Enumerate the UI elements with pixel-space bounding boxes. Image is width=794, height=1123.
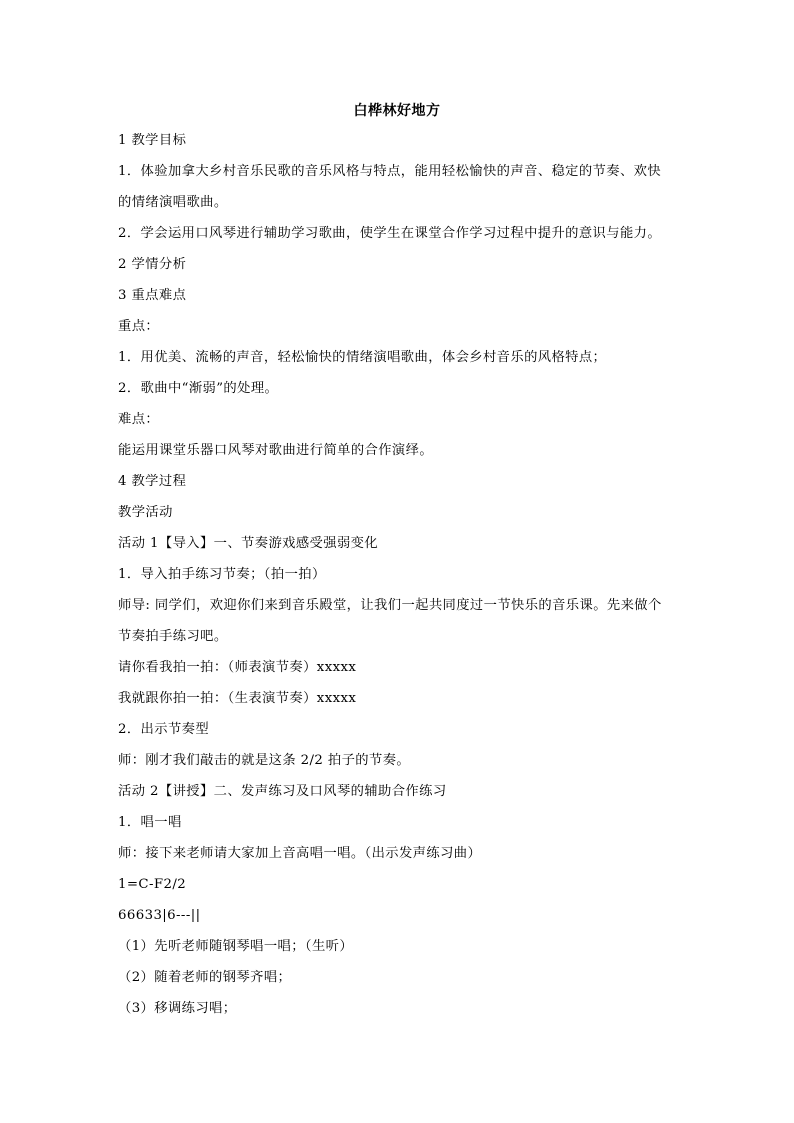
- document-title: 白桦林好地方: [353, 103, 441, 119]
- activities-label: 教学活动: [118, 505, 173, 520]
- rhythm-teacher: 请你看我拍一拍：（师表演节奏）xxxxx: [118, 660, 357, 675]
- rhythm-student: 我就跟你拍一拍：（生表演节奏）xxxxx: [118, 691, 357, 706]
- notation: 66633|6---||: [118, 908, 201, 923]
- teacher-vocal-intro: 师：接下来老师请大家加上音高唱一唱。（出示发声练习曲）: [118, 846, 482, 861]
- section-heading-objectives: 1 教学目标: [118, 133, 187, 148]
- document-body: [118, 131, 688, 1030]
- teacher-rhythm-note: 师：刚才我们敲击的就是这条 2/2 拍子的节奏。: [118, 753, 411, 768]
- key-points-label: 重点：: [118, 319, 160, 334]
- activity-1-step-1: 1．导入拍手练习节奏；（拍一拍）: [118, 567, 326, 582]
- key-point-2: 2．歌曲中“渐弱”的处理。: [118, 381, 279, 396]
- activity-2-step-1: 1．唱一唱: [118, 815, 182, 830]
- section-heading-process: 4 教学过程: [118, 474, 187, 489]
- activity-1-step-2: 2．出示节奏型: [118, 722, 210, 737]
- difficulty-text: 能运用课堂乐器口风琴对歌曲进行简单的合作演绎。: [118, 443, 434, 458]
- activity-2-heading: 活动 2【讲授】二、发声练习及口风琴的辅助合作练习: [118, 784, 447, 799]
- difficulty-label: 难点：: [118, 412, 160, 427]
- vocal-step-2: （2）随着老师的钢琴齐唱；: [118, 970, 292, 985]
- activity-1-heading: 活动 1【导入】一、节奏游戏感受强弱变化: [118, 536, 379, 551]
- key-signature: 1=C-F2/2: [118, 877, 187, 892]
- vocal-step-1: （1）先听老师随钢琴唱一唱；（生听）: [118, 939, 354, 954]
- objective-1-line-1: 1．体验加拿大乡村音乐民歌的音乐风格与特点，能用轻松愉快的声音、稳定的节奏、欢快: [118, 164, 662, 179]
- objective-2: 2．学会运用口风琴进行辅助学习歌曲，使学生在课堂合作学习过程中提升的意识与能力。: [118, 226, 662, 241]
- vocal-step-3: （3）移调练习唱；: [118, 1001, 237, 1016]
- section-heading-analysis: 2 学情分析: [118, 257, 187, 272]
- teacher-intro-line-2: 节奏拍手练习吧。: [118, 629, 228, 644]
- objective-1-line-2: 的情绪演唱歌曲。: [118, 195, 228, 210]
- teacher-intro-line-1: 师导: 同学们，欢迎你们来到音乐殿堂，让我们一起共同度过一节快乐的音乐课。先来做个: [118, 598, 662, 613]
- section-heading-key-points: 3 重点难点: [118, 288, 187, 303]
- key-point-1: 1．用优美、流畅的声音，轻松愉快的情绪演唱歌曲，体会乡村音乐的风格特点；: [118, 350, 607, 365]
